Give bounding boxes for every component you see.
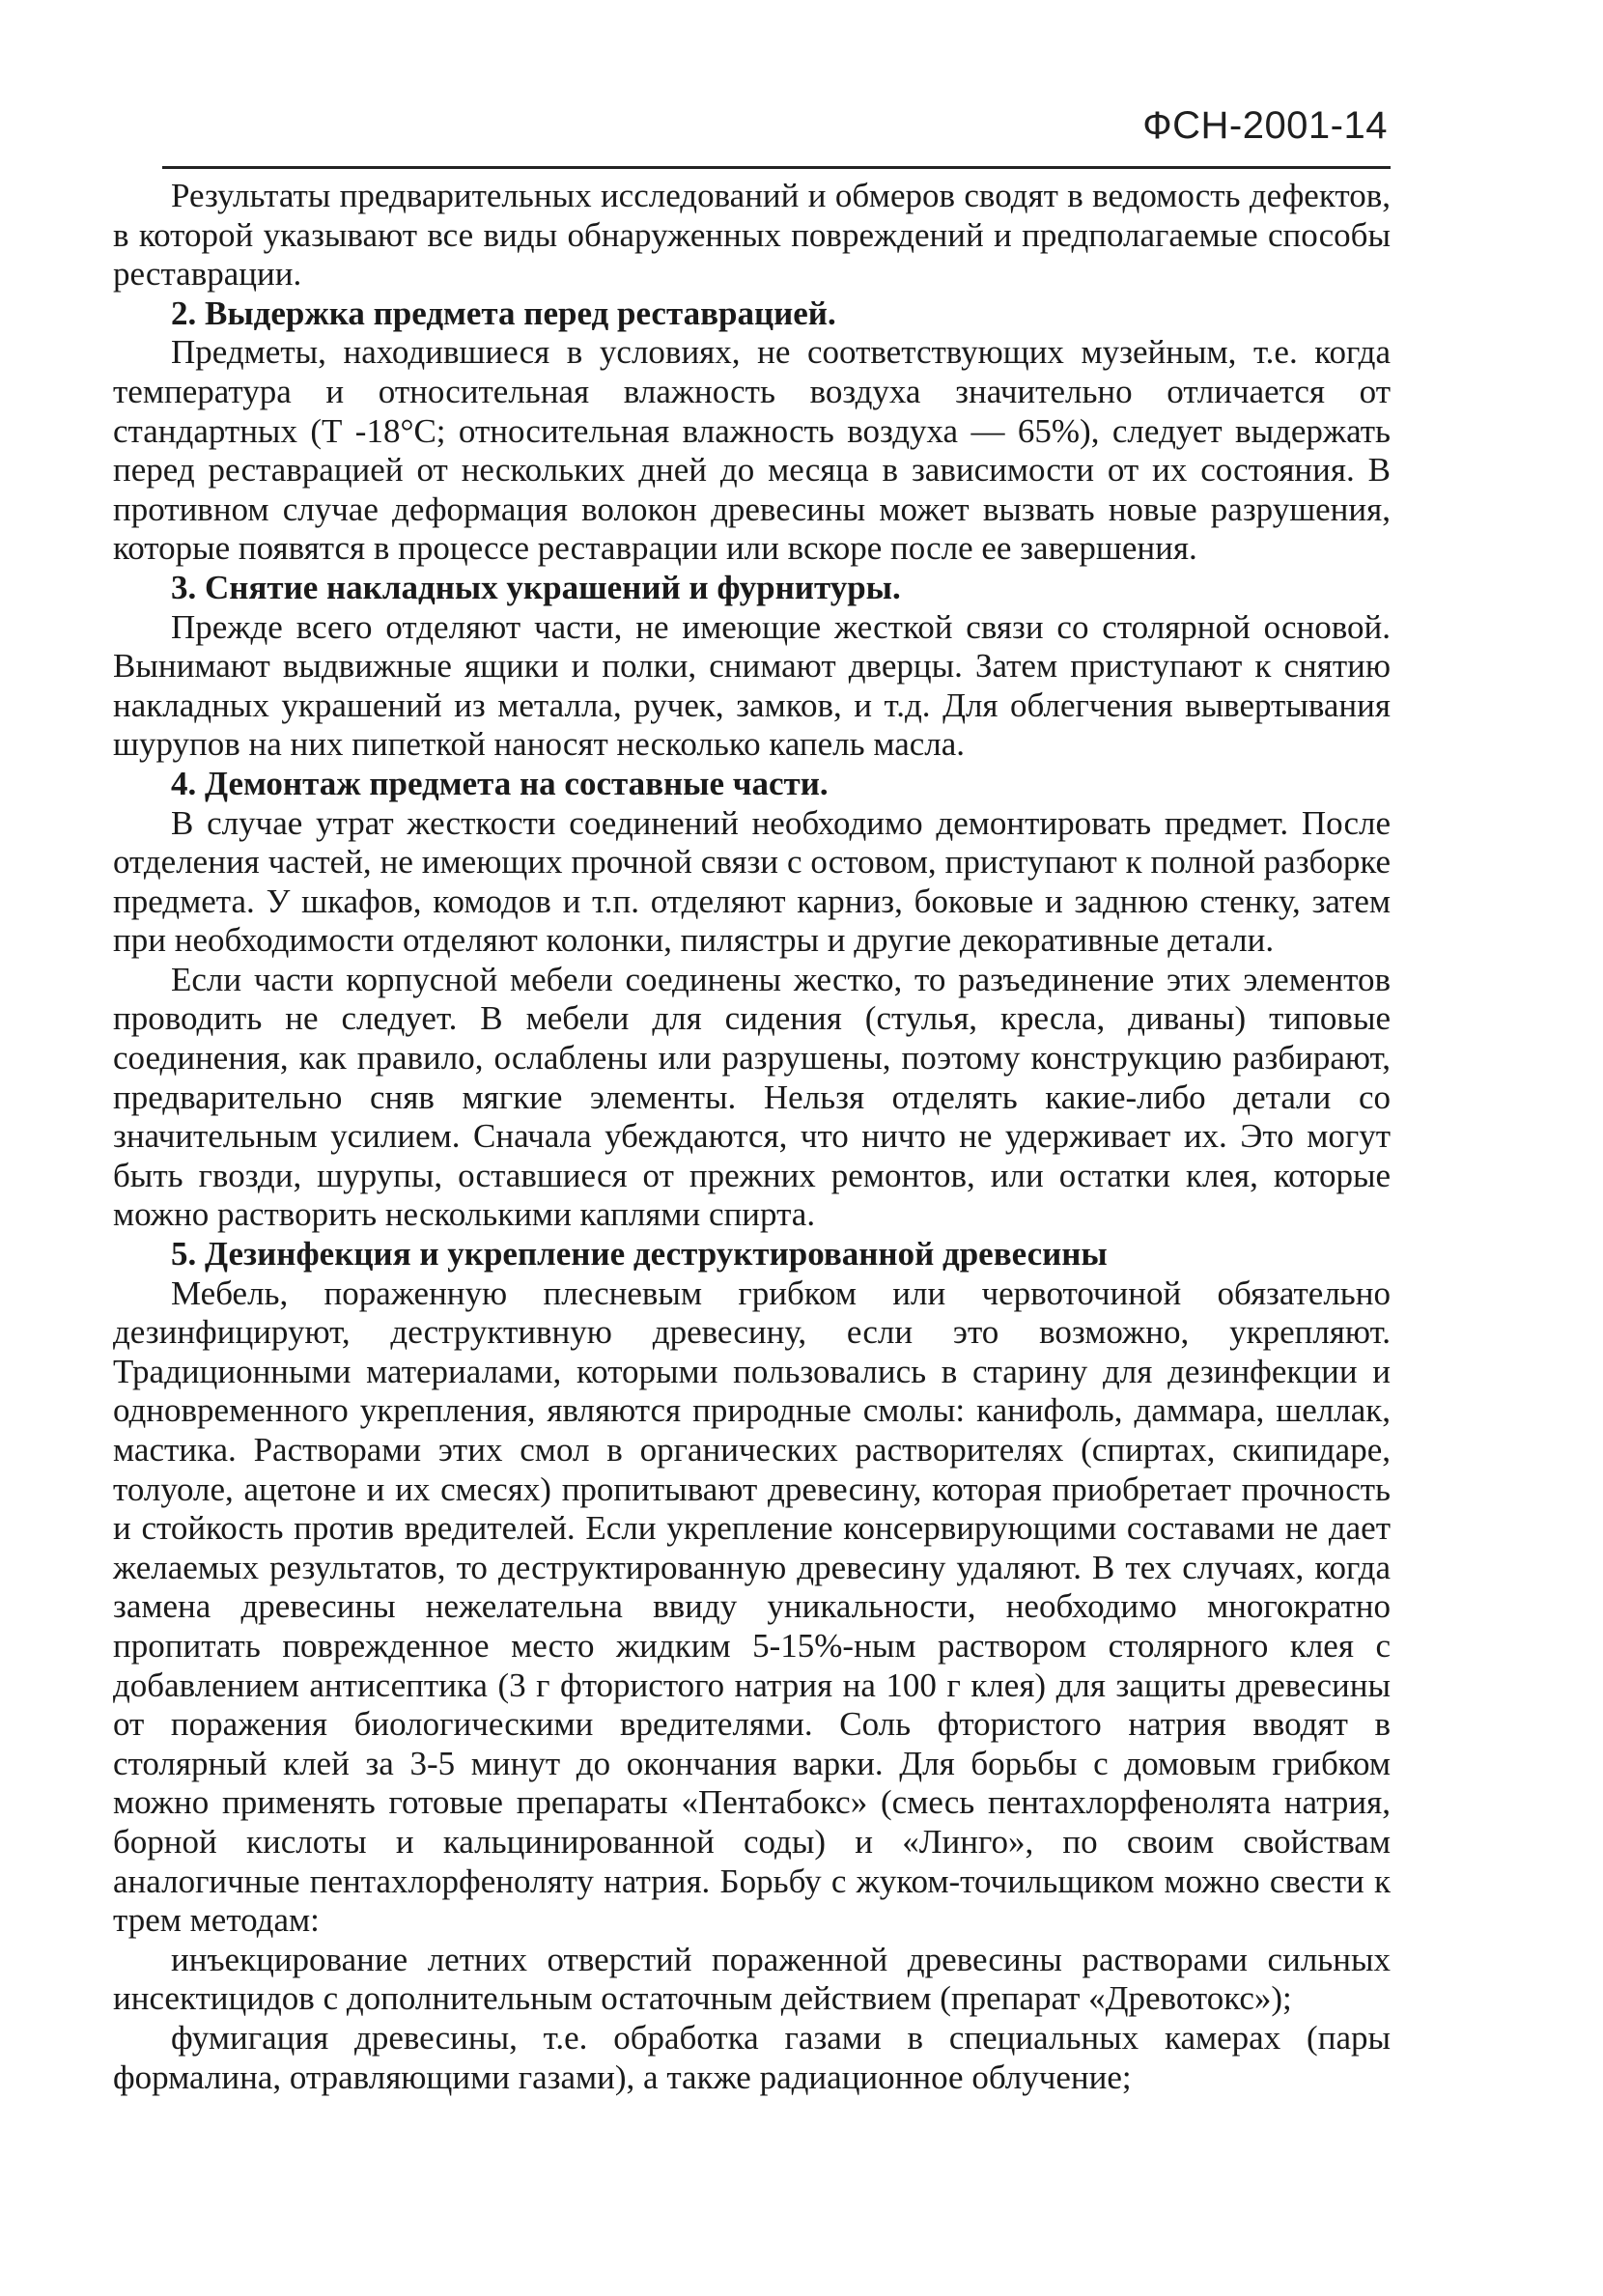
document-body	[113, 177, 1391, 2097]
section-heading-5: 5. Дезинфекция и укрепление деструктированной древесины	[171, 1235, 1108, 1274]
paragraph-hardware-removal: Прежде всего отделяют части, не имеющие жесткой связи со столярной основой. Вынимают выдвижные ящики и полки, снимают дверцы. Затем приступают к снятию накладных украшений из металла, ручек, замков, и т.д. Для облегчения вывертывания шурупов на них пипеткой наносят несколько капель масла.	[113, 607, 1391, 764]
paragraph-conditioning: Предметы, находившиеся в условиях, не соответствующих музейным, т.е. когда температура и относительная влажность воздуха значительно отличается от стандартных (Т -18°С; относительная влажность воздуха — 65%), следует выдержать перед реставрацией от нескольких дней до месяца в зависимости от их состояния. В противном случае деформация волокон древесины может вызвать новые разрушения, которые появятся в процессе реставрации или вскоре после ее завершения.	[113, 333, 1391, 568]
page-header-code: ФСН-2001-14	[1142, 104, 1388, 147]
paragraph-method-injection: инъекцирование летних отверстий пораженной древесины растворами сильных инсектицидов с дополнительным остаточным действием (препарат «Древотокс»);	[113, 1940, 1391, 2018]
section-heading-4: 4. Демонтаж предмета на составные части.	[171, 764, 829, 802]
paragraph-disinfection: Мебель, пораженную плесневым грибком или червоточиной обязательно дезинфицируют, деструктивную древесину, если это возможно, укрепляют. Традиционными материалами, которыми пользовались в старину для дезинфекции и одновременного укрепления, являются природные смолы: канифоль, даммара, шеллак, мастика. Растворами этих смол в органических растворителях (спиртах, скипидаре, толуоле, ацетоне и их смесях) пропитывают древесину, которая приобретает прочность и стойкость против вредителей. Если укрепление консервирующими составами не дает желаемых результатов, то деструктированную древесину удаляют. В тех случаях, когда замена древесины нежелательна ввиду уникальности, необходимо многократно пропитать поврежденное место жидким 5-15%-ным раствором столярного клея с добавлением антисептика (3 г фтористого натрия на 100 г клея) для защиты древесины от поражения биологическими вредителями. Соль фтористого натрия вводят в столярный клей за 3-5 минут до окончания варки. Для борьбы с домовым грибком можно применять готовые препараты «Пентабокс» (смесь пентахлорфенолята натрия, борной кислоты и кальцинированной соды) и «Линго», по своим свойствам аналогичные пентахлорфеноляту натрия. Борьбу с жуком-точильщиком можно свести к трем методам:	[113, 1274, 1391, 1940]
section-heading-2: 2. Выдержка предмета перед реставрацией.	[171, 294, 836, 332]
paragraph-disassembly: В случае утрат жесткости соединений необходимо демонтировать предмет. После отделения частей, не имеющих прочной связи с остовом, приступают к полной разборке предмета. У шкафов, комодов и т.п. отделяют карниз, боковые и заднюю стенку, затем при необходимости отделяют колонки, пилястры и другие декоративные детали.	[113, 803, 1391, 960]
section-heading-3: 3. Снятие накладных украшений и фурнитуры.	[171, 568, 901, 606]
header-rule	[162, 166, 1391, 169]
paragraph-rigid-joints: Если части корпусной мебели соединены жестко, то разъединение этих элементов проводить не следует. В мебели для сидения (стулья, кресла, диваны) типовые соединения, как правило, ослаблены или разрушены, поэтому конструкцию разбирают, предварительно сняв мягкие элементы. Нельзя отделять какие-либо детали со значительным усилием. Сначала убеждаются, что ничто не удерживает их. Это могут быть гвозди, шурупы, оставшиеся от прежних ремонтов, или остатки клея, которые можно растворить несколькими каплями спирта.	[113, 960, 1391, 1234]
paragraph-defects-list: Результаты предварительных исследований и обмеров сводят в ведомость дефектов, в которой указывают все виды обнаруженных повреждений и предполагаемые способы реставрации.	[113, 177, 1391, 294]
paragraph-method-fumigation: фумигация древесины, т.е. обработка газами в специальных камерах (пары формалина, отравляющими газами), а также радиационное облучение;	[113, 2018, 1391, 2096]
